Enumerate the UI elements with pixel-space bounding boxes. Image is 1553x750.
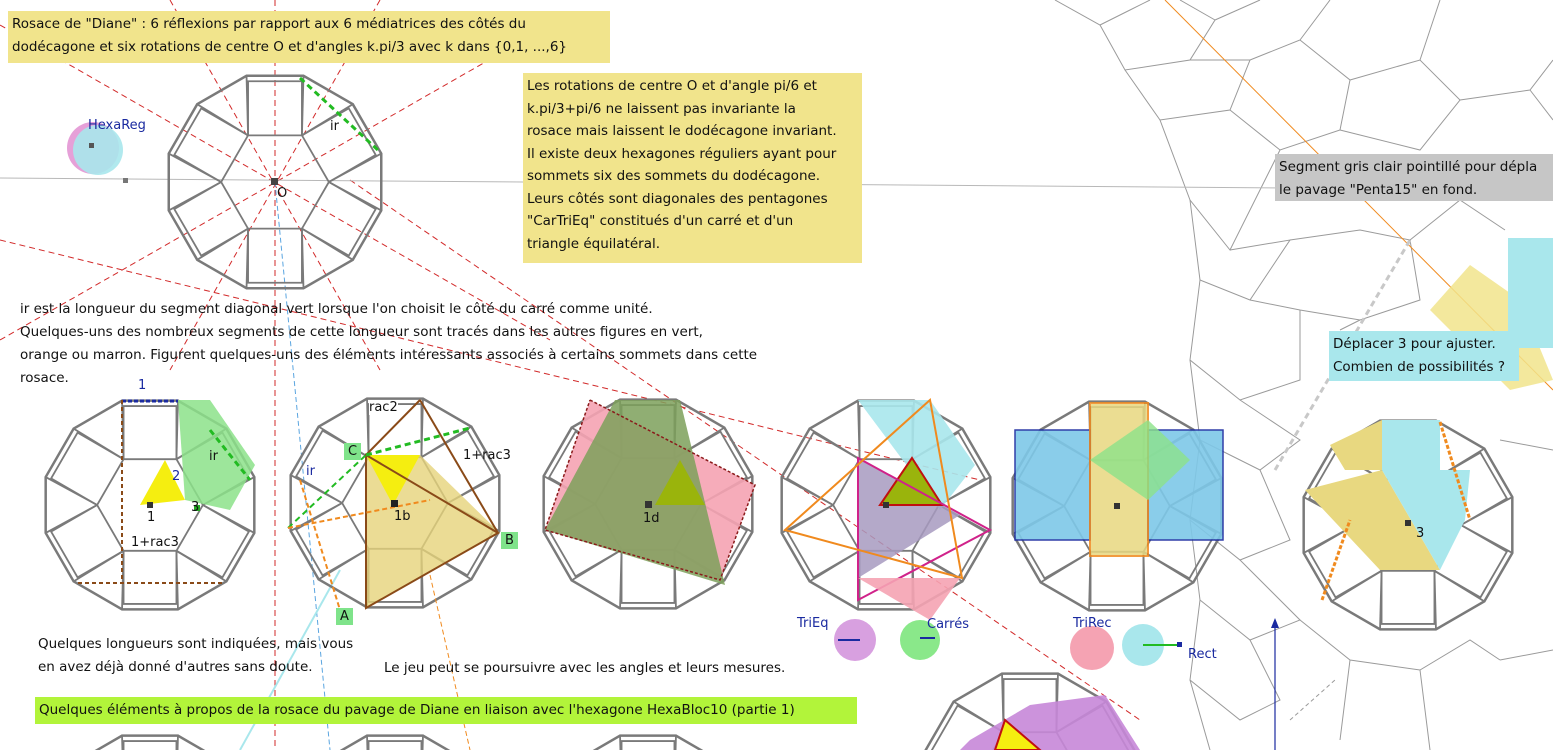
label-f1-top: 1: [138, 378, 147, 393]
rot-line-4: Il existe deux hexagones réguliers ayant pour: [527, 145, 837, 162]
square: [176, 505, 248, 577]
square: [51, 433, 123, 505]
rot-line-5: sommets six des sommets du dodécagone.: [527, 168, 821, 184]
deplacer-line-2: Combien de possibilités ?: [1333, 358, 1506, 375]
label-f3-1d: 1d: [643, 511, 660, 526]
dodecagon-outline: [544, 736, 753, 750]
rot-line-3: rosace mais laissent le dodécagone invariant.: [527, 123, 837, 139]
square: [369, 741, 422, 750]
jeu-note: Le jeu peut se poursuivre avec les angles et leurs mesures.: [384, 660, 786, 676]
deplacer-line-1: Déplacer 3 pour ajuster.: [1333, 336, 1496, 352]
point-b[interactable]: B: [501, 532, 518, 549]
label-f2-1b: 1b: [394, 509, 411, 524]
label-f1-three: 3: [191, 500, 200, 515]
rosace-8-partial: [46, 736, 255, 750]
label-f2-rac3: 1+rac3: [463, 448, 511, 463]
label-hexareg[interactable]: HexaReg: [88, 118, 146, 133]
rot-line-8: triangle équilatéral.: [527, 235, 661, 252]
label-f1-one: 1: [147, 510, 156, 525]
deplacer-note: [1329, 331, 1519, 381]
label-rect[interactable]: Rect: [1188, 647, 1217, 662]
label-trieq[interactable]: TriEq: [797, 616, 829, 631]
label-ir-top: ir: [330, 119, 339, 134]
square: [174, 108, 248, 182]
title-line-2: dodécagone et six rotations de centre O et d'angles k.pi/3 avec k dans {0,1, ...,6}: [12, 38, 568, 55]
ir-diagonal: [300, 78, 380, 152]
label-f6-3: 3: [1416, 526, 1425, 541]
title-line-1: Rosace de "Diane" : 6 réflexions par rapport aux 6 médiatrices des côtés du: [12, 16, 526, 32]
rot-line-7: "CarTriEq" constitués d'un carré et d'un: [527, 213, 794, 229]
segment-note: [1275, 154, 1553, 201]
label-f1-two: 2: [172, 469, 181, 484]
point-c[interactable]: C: [344, 443, 361, 460]
square: [1091, 552, 1144, 605]
dodecagon-outline: [46, 736, 255, 750]
longueurs-note: [38, 633, 353, 679]
label-f1-ir: ir: [209, 449, 218, 464]
longueurs-line-2: en avez déjà donné d'autres sans doute.: [38, 659, 313, 675]
ir-line-4: rosace.: [20, 370, 69, 386]
trirec-disc[interactable]: [1070, 626, 1114, 670]
square: [51, 505, 123, 577]
banner: Quelques éléments à propos de la rosace du pavage de Diane en liaison avec l'hexagone HexaBloc10 (partie 1): [35, 697, 857, 724]
rot-line-2: k.pi/3+pi/6 ne laissent pas invariante la: [527, 100, 796, 117]
rot-line-6: Leurs côtés sont diagonales des pentagones: [527, 190, 828, 207]
ir-line-2: Quelques-uns des nombreux segments de cette longueur sont tracés dans les autres figures en vert,: [20, 324, 703, 340]
rot-line-1: Les rotations de centre O et d'angle pi/6 et: [527, 78, 817, 94]
label-f2-ir: ir: [306, 464, 315, 479]
square: [1382, 571, 1435, 624]
label-f2-rac2: rac2: [369, 400, 398, 415]
rosace-10-partial: [544, 736, 753, 750]
label-f1-rac3: 1+rac3: [131, 535, 179, 550]
square: [622, 741, 675, 750]
hexareg-handle: [123, 178, 128, 183]
segment-line-2: le pavage "Penta15" en fond.: [1279, 181, 1478, 198]
segment-line-1: Segment gris clair pointillé pour dépla: [1279, 159, 1538, 175]
label-trirec[interactable]: TriRec: [1073, 616, 1112, 631]
ir-explanation: [20, 298, 757, 390]
label-center-o: O: [277, 186, 288, 201]
square: [787, 433, 859, 505]
title-note: [8, 11, 610, 63]
label-carres[interactable]: Carrés: [927, 617, 969, 632]
ir-line-3: orange ou marron. Figurent quelques-uns des éléments intéressants associés à certains sommets dans cette: [20, 347, 758, 363]
square: [124, 741, 177, 750]
square: [296, 503, 368, 575]
point-a[interactable]: A: [336, 608, 353, 625]
ir-line-1: ir est la longueur du segment diagonal vert lorsque l'on choisit le côté du carré comme unité.: [20, 301, 653, 317]
square: [124, 551, 177, 604]
rotations-note: [523, 73, 862, 263]
square: [248, 81, 302, 135]
hexareg-point: [89, 143, 94, 148]
center-point[interactable]: [271, 178, 278, 185]
square: [124, 406, 177, 459]
longueurs-line-1: Quelques longueurs sont indiquées, mais vous: [38, 636, 354, 652]
